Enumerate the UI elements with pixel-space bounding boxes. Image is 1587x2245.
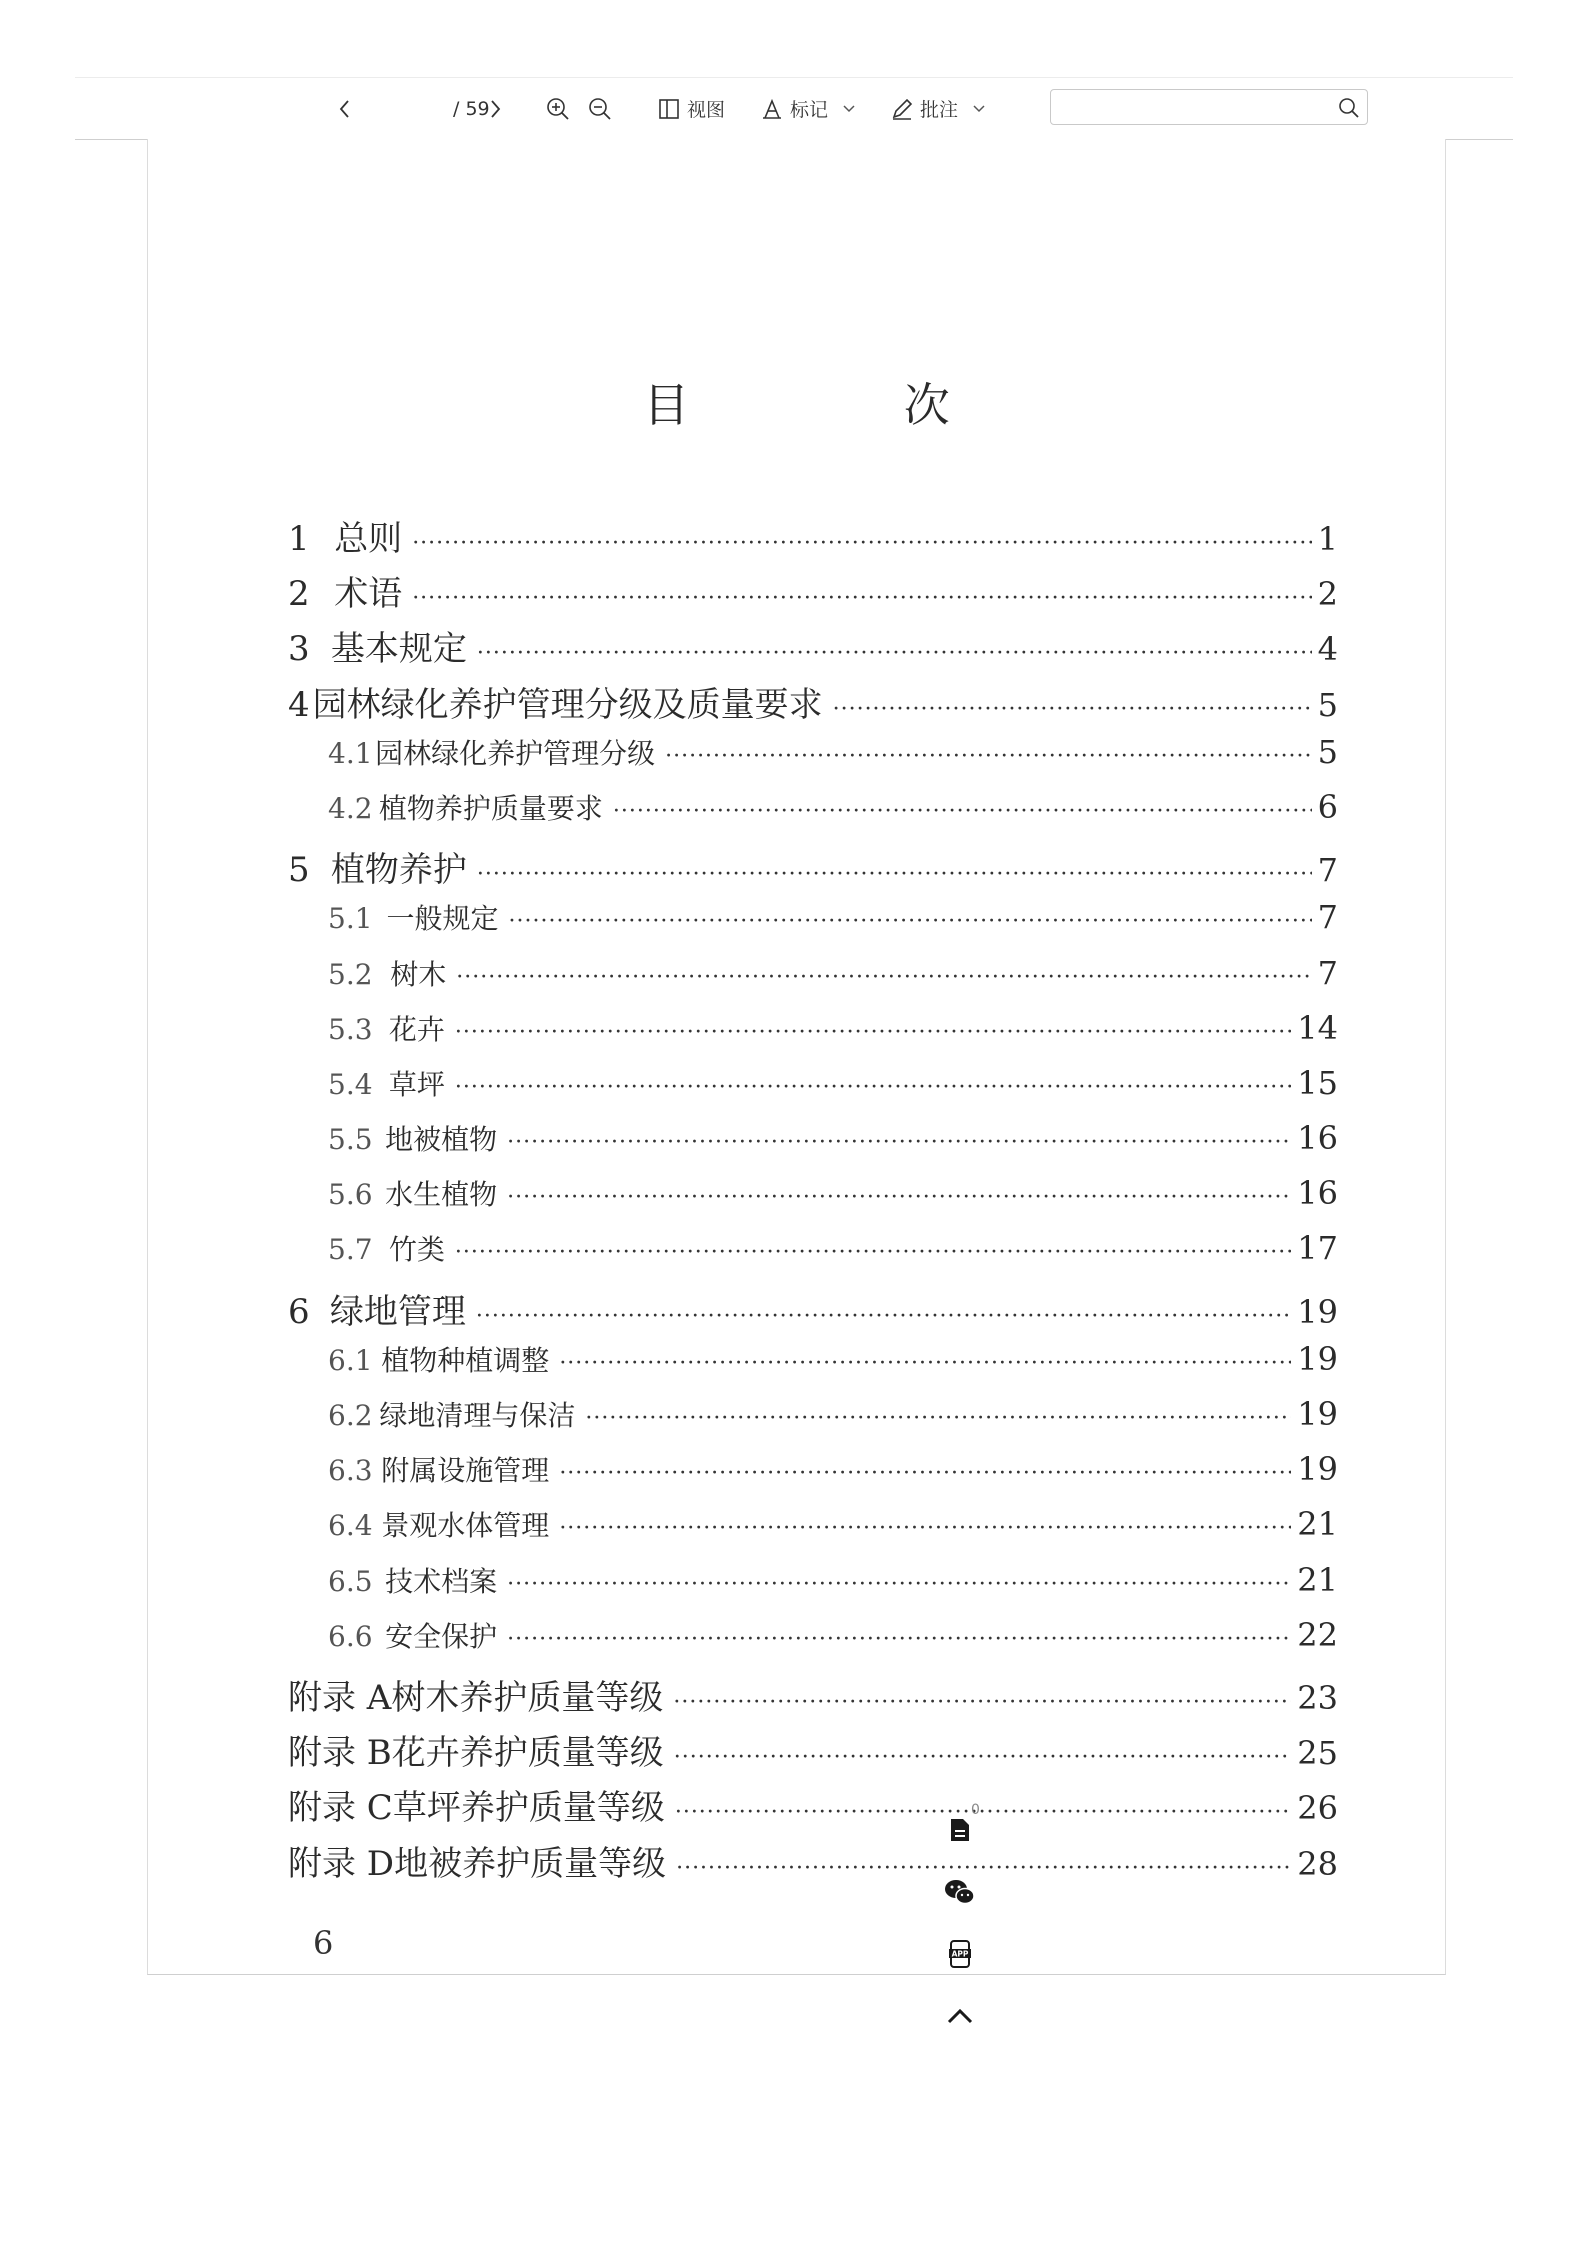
toc-entry-number: 5.3 [328,1012,373,1046]
toc-entry[interactable] [288,1670,1338,1725]
toc-entry-page: 6 [1317,787,1338,826]
toc-entry-page: 19 [1297,1292,1338,1331]
zoom-out-icon [587,96,613,122]
toc-leader-dots [477,641,1312,666]
search-box [1050,89,1368,125]
wechat-button[interactable] [940,1872,980,1912]
toc-entry-title: 绿地清理与保洁 [379,1399,576,1432]
toc-entry-number: 附录 D [288,1843,395,1884]
toc-entry-title: 地被植物 [385,1123,498,1157]
toc-entry-page: 7 [1317,898,1338,937]
prev-page-button[interactable] [335,78,355,139]
toc-entry[interactable] [288,1063,1338,1118]
document-page [147,139,1446,1975]
page-title: 目 次 [643,378,1050,432]
page-total: / 59 [453,97,490,120]
chevron-left-icon [335,98,355,120]
wechat-icon [943,1877,977,1907]
toc-entry-page: 21 [1297,1560,1338,1599]
toc-entry-page: 23 [1297,1678,1338,1717]
toc-entry-page: 1 [1317,520,1338,558]
toc-entry[interactable] [288,897,1338,952]
toc-leader-dots [456,965,1311,990]
toc-entry-number: 5.4 [328,1067,373,1101]
toc-entry-number: 1 [288,519,310,559]
toc-leader-dots [613,799,1312,824]
toc-entry-page: 5 [1317,732,1338,771]
app-icon [947,1939,973,1969]
toc-entry-page: 17 [1297,1229,1338,1268]
toc-entry-number: 5.7 [328,1233,373,1267]
toc-entry-number: 2 [288,574,310,615]
toc-entry-page: 19 [1297,1395,1338,1433]
chevron-down-icon [972,104,986,114]
toc-entry[interactable] [288,1449,1338,1504]
toc-entry[interactable] [288,566,1338,621]
toc-entry-title: 树木养护质量等级 [391,1677,664,1718]
annotate-button[interactable] [890,78,986,139]
toc-entry[interactable] [288,1173,1338,1228]
toc-entry[interactable] [288,1339,1338,1394]
toc-entry-page: 7 [1317,953,1338,992]
next-page-button[interactable] [485,78,505,139]
toc-entry-number: 6 [288,1291,310,1332]
toc-entry-title: 植物养护质量要求 [378,791,603,825]
toc-leader-dots [412,531,1311,556]
zoom-out-button[interactable] [587,78,613,139]
toc-entry-page: 4 [1317,630,1338,669]
toc-entry[interactable] [288,1118,1338,1173]
toc-entry[interactable] [288,787,1338,842]
toc-entry-title: 竹类 [388,1233,445,1267]
toc-entry-title: 术语 [334,574,403,615]
toc-leader-dots [833,697,1312,722]
mark-label: 标记 [790,99,829,121]
toc-entry[interactable] [288,1615,1338,1670]
toc-entry-page: 16 [1297,1174,1338,1213]
toc-entry-title: 花卉 [388,1012,445,1046]
toc-entry[interactable] [288,511,1338,566]
document-button[interactable] [940,1802,980,1850]
toc-entry-title: 一般规定 [386,902,499,936]
toc-entry-page: 14 [1297,1008,1338,1047]
toc-entry-page: 7 [1317,851,1338,890]
toc-entry[interactable] [288,621,1338,676]
toc-leader-dots [507,1185,1291,1210]
toc-entry-page: 26 [1297,1789,1338,1828]
toc-leader-dots [455,1075,1291,1100]
toc-entry-title: 附属设施管理 [381,1454,550,1488]
app-button[interactable] [940,1934,980,1974]
toc-leader-dots [476,1304,1291,1329]
view-button[interactable] [657,78,725,139]
toc-leader-dots [477,862,1312,887]
toc-entry[interactable] [288,1560,1338,1615]
toc-entry[interactable] [288,842,1338,897]
toc-entry-page: 15 [1297,1063,1338,1102]
toc-entry-number: 3 [288,629,310,670]
toc-entry-title: 基本规定 [330,629,467,670]
toc-entry[interactable] [288,1284,1338,1339]
highlighter-icon [760,97,784,121]
toc-entry-page: 16 [1297,1119,1338,1158]
toc-leader-dots [559,1516,1291,1541]
toc-entry[interactable] [288,1504,1338,1559]
zoom-in-icon [545,96,571,122]
search-input[interactable] [1059,94,1323,122]
toc-entry-page: 19 [1297,1339,1338,1378]
toc-entry-title: 花卉养护质量等级 [391,1733,664,1774]
pen-icon [890,97,914,121]
toc-entry-title: 地被养护质量等级 [394,1843,667,1884]
toc-entry-number: 5.1 [328,902,373,936]
toc-entry-page: 19 [1297,1450,1338,1489]
toc-entry-number: 4 [288,684,310,725]
toc-entry-number: 附录 B [288,1733,392,1774]
toc-leader-dots [665,744,1312,769]
toc-entry-title: 草坪养护质量等级 [392,1788,665,1829]
search-icon[interactable] [1337,96,1361,124]
toc-leader-dots [675,1800,1291,1825]
toc-leader-dots [673,1690,1291,1715]
toc-entry-title: 技术档案 [385,1564,498,1598]
toc-entry-number: 4.1 [328,736,373,770]
toc-entry-page: 21 [1297,1505,1338,1544]
view-label: 视图 [687,99,726,121]
toc-entry-title: 景观水体管理 [381,1509,550,1543]
page-number: 6 [313,1924,334,1962]
toc-entry-number: 6.6 [328,1619,373,1653]
toc-leader-dots [507,1572,1291,1597]
chevron-right-icon [485,98,505,120]
toc-entry-title: 园林绿化养护管理分级及质量要求 [312,684,823,725]
toc-entry-number: 6.3 [328,1454,373,1488]
toc-entry-page: 28 [1297,1844,1338,1883]
toc-leader-dots [674,1745,1291,1770]
toc-leader-dots [455,1240,1291,1265]
toc-entry-number: 附录 A [288,1677,392,1718]
page-indicator [405,78,490,139]
toc-entry-number: 4.2 [328,791,373,825]
document-icon [948,1816,972,1844]
toc-entry-page: 25 [1297,1734,1338,1773]
toc-entry-number: 5.2 [328,957,373,991]
toc-leader-dots [455,1020,1291,1045]
toc-entry-number: 5.5 [328,1123,373,1157]
toc-entry-title: 植物养护 [330,850,467,891]
toc-entry[interactable] [288,1836,1338,1891]
toc-leader-dots [412,586,1311,611]
toc-entry-number: 6.5 [328,1564,373,1598]
toc-entry-title: 树木 [390,957,447,991]
toc-entry-title: 绿地管理 [329,1291,466,1332]
toc-entry-page: 2 [1317,575,1338,614]
toc-entry[interactable] [288,1780,1338,1835]
toc-entry-number: 6.1 [328,1343,373,1377]
toc-leader-dots [507,1130,1291,1155]
annotate-label: 批注 [920,99,959,121]
toc-leader-dots [559,1461,1291,1486]
toc-entry-number: 6.4 [328,1509,373,1543]
toc-entry-title: 水生植物 [385,1178,498,1212]
toc-entry-title: 植物种植调整 [381,1343,550,1377]
toc-leader-dots [509,909,1312,934]
toc-entry[interactable] [288,677,1338,732]
toc-entry-title: 草坪 [388,1067,445,1101]
back-to-top-icon [945,2006,975,2026]
toc-entry[interactable] [288,732,1338,787]
toc-entry[interactable] [288,953,1338,1008]
chevron-down-icon [842,104,856,114]
toc-entry[interactable] [288,1725,1338,1780]
view-icon [657,97,681,121]
mark-button[interactable] [760,78,856,139]
toc-leader-dots [585,1406,1291,1431]
toc-entry-page: 22 [1297,1615,1338,1654]
toc-entry-title: 安全保护 [385,1619,498,1653]
toc-entry[interactable] [288,1228,1338,1283]
back-to-top-button[interactable] [940,1996,980,2036]
pdf-toolbar [75,77,1513,140]
toc-leader-dots [559,1351,1291,1376]
toc-entry-number: 6.2 [328,1399,373,1432]
table-of-contents [288,511,1338,1891]
toc-leader-dots [507,1627,1291,1652]
toc-entry-page: 5 [1317,685,1338,724]
toc-entry-title: 总则 [334,519,403,559]
toc-leader-dots [676,1856,1291,1881]
toc-entry-title: 园林绿化养护管理分级 [375,736,656,770]
toc-entry[interactable] [288,1008,1338,1063]
page-number-input[interactable] [405,98,449,120]
toc-entry-number: 附录 C [288,1788,393,1829]
toc-entry-number: 5 [288,850,310,891]
app-icon-label: APP [951,1949,969,1959]
toc-entry[interactable] [288,1394,1338,1449]
toc-entry-number: 5.6 [328,1178,373,1212]
document-badge: 0 [971,1802,980,1818]
zoom-in-button[interactable] [545,78,571,139]
